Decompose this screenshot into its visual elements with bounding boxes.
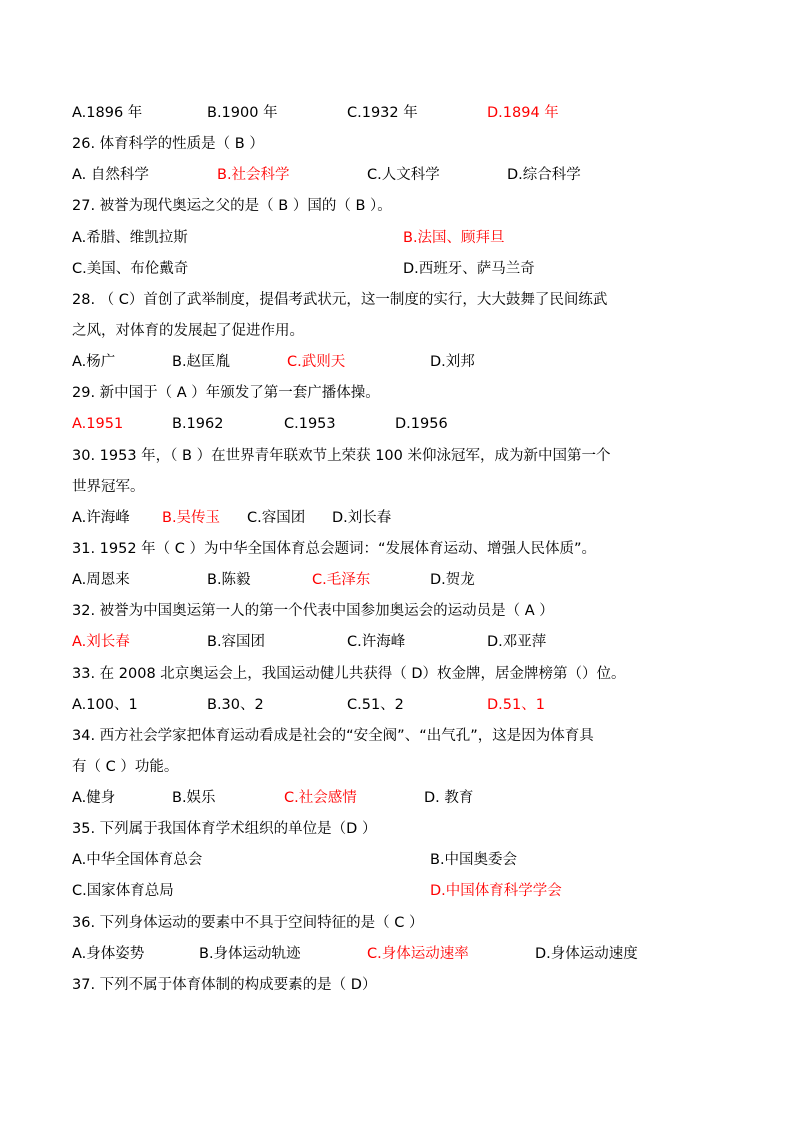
answer-option: A.健身 [72,790,116,806]
answer-option: B.赵匡胤 [172,354,231,370]
question-text: 37. 下列不属于体育体制的构成要素的是（ D） [72,977,377,993]
question-text: 31. 1952 年（ C ）为中华全国体育总会题词：“发展体育运动、增强人民体质”。 [72,541,597,557]
answer-option: B.1900 年 [207,105,278,121]
answer-option: C.51、2 [347,697,404,713]
answer-option-correct: D.51、1 [487,697,545,713]
answer-option-correct: C.毛泽东 [312,572,371,588]
answer-option: B.容国团 [207,634,266,650]
answer-option: D.西班牙、萨马兰奇 [403,261,535,277]
question-text: 世界冠军。 [72,479,145,495]
answer-option-correct: C.武则天 [287,354,346,370]
question-text: 36. 下列身体运动的要素中不具于空间特征的是（ C ） [72,915,424,931]
answer-option: A.100、1 [72,697,138,713]
question-text: 有（ C ）功能。 [72,759,179,775]
question-text: 32. 被誉为中国奥运第一人的第一个代表中国参加奥运会的运动员是（ A ） [72,603,554,619]
question-text: 35. 下列属于我国体育学术组织的单位是（D ） [72,821,377,837]
answer-option: B.1962 [172,416,224,432]
answer-option: D.贺龙 [430,572,475,588]
answer-option: C.1932 年 [347,105,418,121]
answer-option-correct: B.社会科学 [217,167,290,183]
answer-option-correct: B.吴传玉 [162,510,221,526]
answer-option: C.人文科学 [367,167,440,183]
question-text: 33. 在 2008 北京奥运会上，我国运动健儿共获得（ D）枚金牌，居金牌榜第（）位。 [72,666,626,682]
answer-option: C.容国团 [247,510,306,526]
answer-option: A.身体姿势 [72,946,145,962]
answer-option-correct: A.1951 [72,416,124,432]
answer-option-correct: D.中国体育科学学会 [430,883,562,899]
answer-option: C.许海峰 [347,634,406,650]
answer-option: A.希腊、维凯拉斯 [72,230,188,246]
answer-option: B.中国奥委会 [430,852,518,868]
question-text: 29. 新中国于（ A ）年颁发了第一套广播体操。 [72,385,380,401]
answer-option: D.刘邦 [430,354,475,370]
question-text: 28. （ C）首创了武举制度，提倡考武状元，这一制度的实行，大大鼓舞了民间练武 [72,292,608,308]
answer-option: D. 教育 [424,790,474,806]
question-text: 之风，对体育的发展起了促进作用。 [72,323,304,339]
answer-option: A.许海峰 [72,510,130,526]
answer-option: A.杨广 [72,354,116,370]
answer-option: B.陈毅 [207,572,251,588]
answer-option: C.国家体育总局 [72,883,174,899]
answer-option: B.30、2 [207,697,264,713]
answer-option-correct: C.身体运动速率 [367,946,469,962]
question-text: 26. 体育科学的性质是（ B ） [72,136,264,152]
answer-option: D.身体运动速度 [535,946,638,962]
answer-option: D.邓亚萍 [487,634,547,650]
answer-option: B.娱乐 [172,790,216,806]
question-text: 34. 西方社会学家把体育运动看成是社会的“安全阀”、“出气孔”，这是因为体育具 [72,728,594,744]
answer-option: A. 自然科学 [72,167,149,183]
answer-option: A.周恩来 [72,572,130,588]
answer-option-correct: A.刘长春 [72,634,130,650]
answer-option: D.1956 [395,416,448,432]
answer-option: D.刘长春 [332,510,392,526]
answer-option: C.1953 [284,416,336,432]
answer-option: C.美国、布伦戴奇 [72,261,189,277]
answer-option: A.中华全国体育总会 [72,852,203,868]
answer-option-correct: B.法国、顾拜旦 [403,230,505,246]
answer-option: A.1896 年 [72,105,143,121]
question-text: 27. 被誉为现代奥运之父的是（ B ）国的（ B ）。 [72,198,392,214]
answer-option-correct: C.社会感情 [284,790,357,806]
answer-option-correct: D.1894 年 [487,105,559,121]
answer-option: B.身体运动轨迹 [199,946,301,962]
question-text: 30. 1953 年，（ B ）在世界青年联欢节上荣获 100 米仰泳冠军，成为新中国第一个 [72,448,611,464]
answer-option: D.综合科学 [507,167,581,183]
